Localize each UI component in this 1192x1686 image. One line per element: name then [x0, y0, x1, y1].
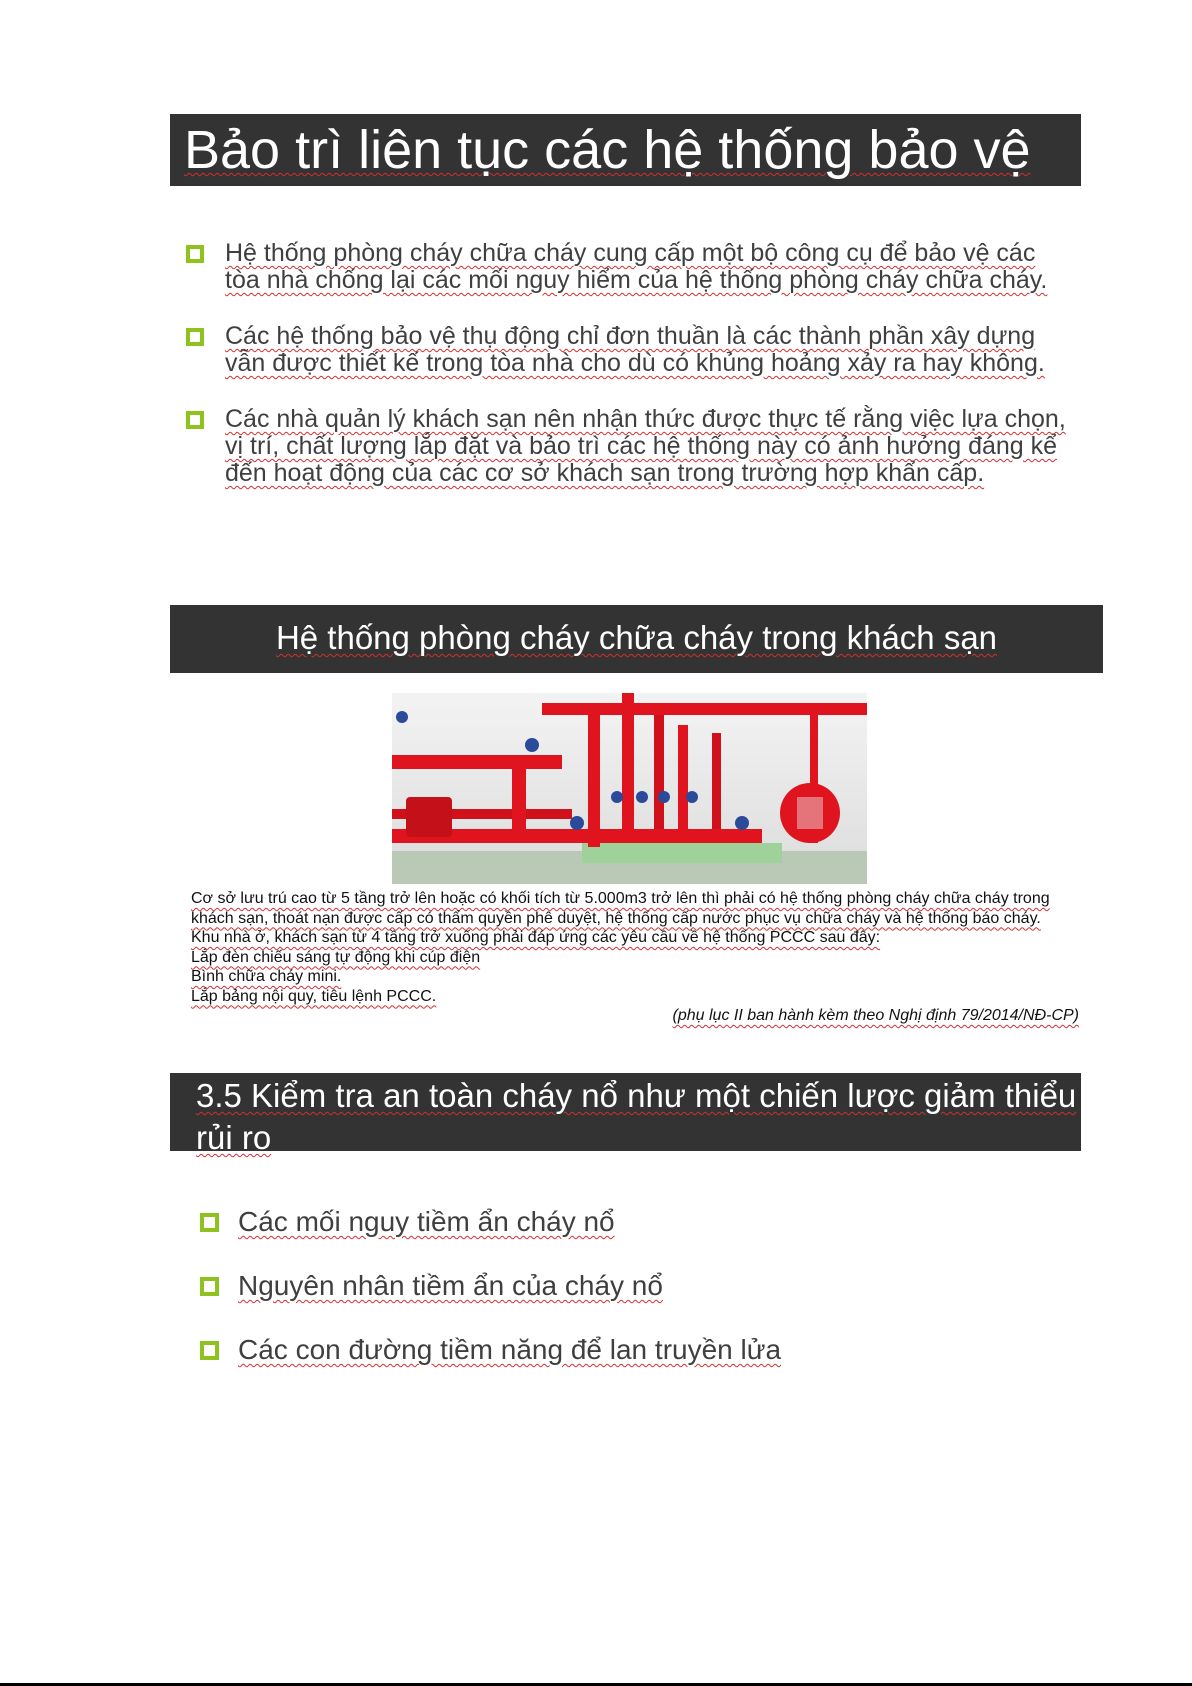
bullet-list	[200, 1205, 781, 1397]
section-title: 3.5 Kiểm tra an toàn cháy nổ như một chiến lược giảm thiểu rủi ro	[196, 1077, 1077, 1156]
square-bullet-icon	[186, 328, 204, 346]
list-item	[200, 1333, 781, 1367]
bullet-text: Các con đường tiềm năng để lan truyền lửa	[238, 1334, 782, 1365]
square-bullet-icon	[200, 1213, 219, 1232]
note-line: Cơ sở lưu trú cao từ 5 tầng trở lên hoặc có khối tích từ 5.000m3 trở lên thì phải có hệ thống phòng cháy chữa cháy trong	[191, 890, 1050, 907]
regulation-notes	[191, 889, 1079, 1006]
citation: (phụ lục II ban hành kèm theo Nghị định 79/2014/NĐ-CP)	[672, 1007, 1079, 1024]
fire-sprinkler-pipes-image	[392, 693, 867, 884]
note-line: Lắp bảng nội quy, tiêu lệnh PCCC.	[191, 987, 437, 1005]
bullet-text: Các mối nguy tiềm ẩn cháy nổ	[238, 1206, 615, 1237]
square-bullet-icon	[200, 1277, 219, 1296]
section-title: Bảo trì liên tục các hệ thống bảo vệ	[184, 120, 1031, 180]
list-item	[186, 240, 1066, 294]
bullet-text: Các hệ thống bảo vệ thụ động chỉ đơn thuần là các thành phần xây dựng vẫn được thiết kế trong tòa nhà cho dù có khủng hoảng xảy ra hay không.	[225, 322, 1045, 377]
note-line: khách sạn, thoát nạn được cấp có thẩm quyền phê duyệt, hệ thống cấp nước phục vụ chữa cháy và hệ thống báo cháy.	[191, 909, 1041, 927]
list-item	[186, 406, 1066, 487]
section-title-banner	[170, 114, 1081, 186]
section-title-banner	[170, 1073, 1081, 1156]
section-title: Hệ thống phòng cháy chữa cháy trong khách sạn	[275, 619, 998, 656]
bullet-text: Nguyên nhân tiềm ẩn của cháy nổ	[238, 1270, 663, 1301]
note-line: Khu nhà ở, khách sạn từ 4 tầng trở xuống phải đáp ứng các yêu cầu về hệ thống PCCC sau đây:	[191, 929, 881, 946]
bullet-text: Các nhà quản lý khách sạn nên nhận thức được thực tế rằng việc lựa chọn, vị trí, chất lượng lắp đặt và bảo trì các hệ thống này có ảnh hưởng đáng kể đến hoạt động của các cơ sở khách sạn trong trường hợp khẩn cấp.	[225, 405, 1066, 487]
square-bullet-icon	[200, 1341, 219, 1360]
note-line: Lắp đèn chiếu sáng tự động khi cúp điện	[191, 948, 481, 966]
bullet-text: Hệ thống phòng cháy chữa cháy cung cấp một bộ công cụ để bảo vệ các tòa nhà chống lại các mối nguy hiểm của hệ thống phòng cháy chữa cháy.	[225, 239, 1048, 294]
list-item	[200, 1205, 781, 1239]
list-item	[200, 1269, 781, 1303]
list-item	[186, 323, 1066, 377]
note-line: Bình chữa cháy mini.	[191, 968, 342, 985]
square-bullet-icon	[186, 411, 204, 429]
bullet-list	[186, 240, 1066, 516]
section-title-banner	[170, 605, 1103, 673]
square-bullet-icon	[186, 245, 204, 263]
